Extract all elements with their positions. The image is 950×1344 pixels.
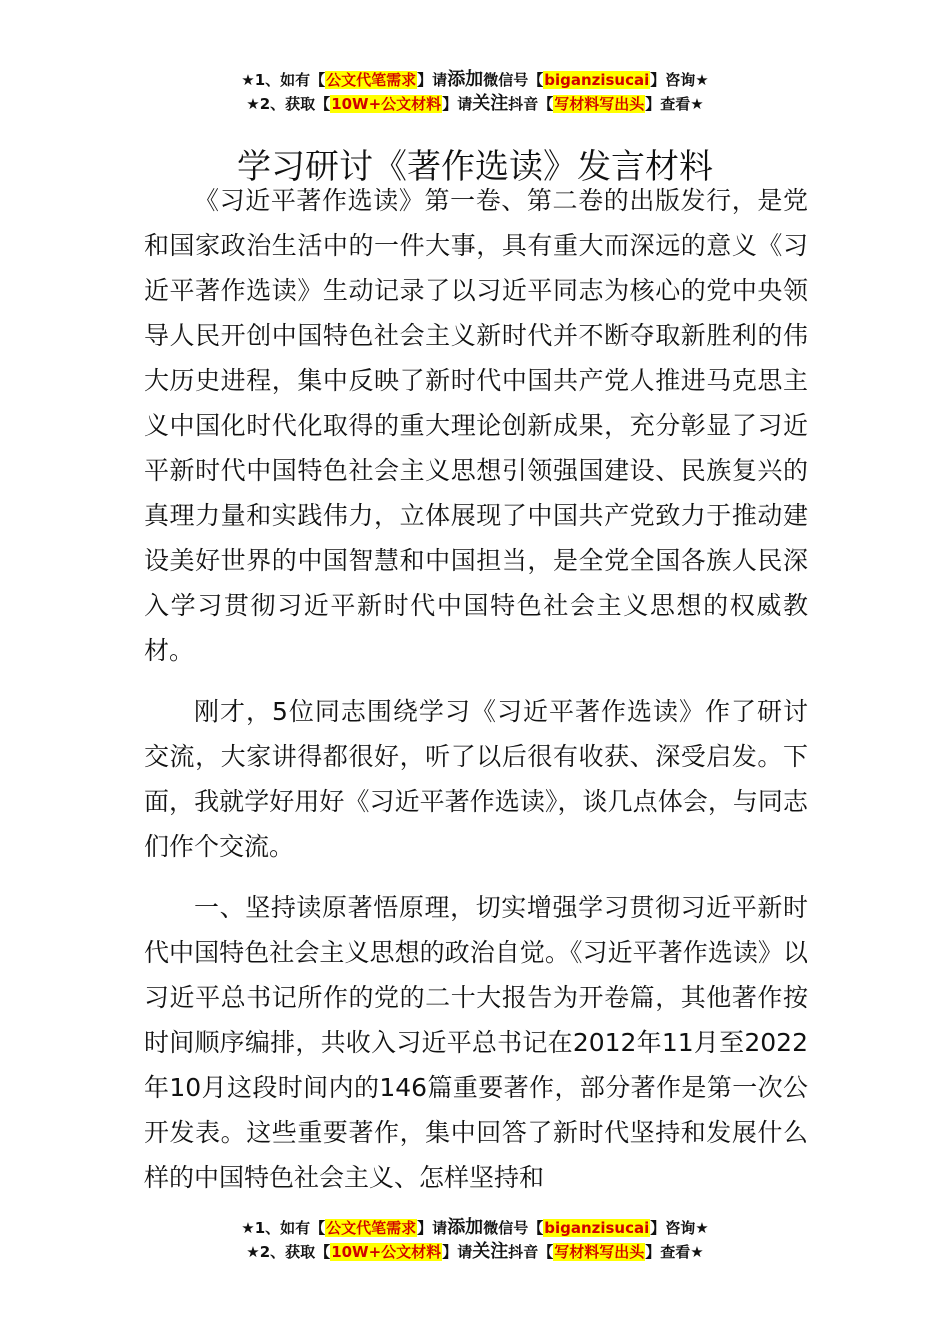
paragraph: 刚才，5位同志围绕学习《习近平著作选读》作了研讨交流，大家讲得都很好，听了以后很有收获、深受启发。下面，我就学好用好《习近平著作选读》，谈几点体会，与同志们作个交流。 xyxy=(144,697,808,861)
highlight-douyin-account: 写材料写出头 xyxy=(554,95,645,113)
banner-text: 】请 xyxy=(442,95,473,113)
banner-line-2 xyxy=(0,1240,950,1264)
banner-text: ★2、获取【 xyxy=(246,1243,331,1261)
banner-line-2 xyxy=(0,92,950,116)
banner-text: ★2、获取【 xyxy=(246,95,331,113)
banner-line-1 xyxy=(0,68,950,92)
paragraph: 《习近平著作选读》第一卷、第二卷的出版发行，是党和国家政治生活中的一件大事，具有重大而深远的意义《习近平著作选读》生动记录了以习近平同志为核心的党中央领导人民开创中国特色社会主义新时代并不断夺取新胜利的伟大历史进程，集中反映了新时代中国共产党人推进马克思主义中国化时代化取得的重大理论创新成果，充分彰显了习近平新时代中国特色社会主义思想引领强国建设、民族复兴的真理力量和实践伟力，立体展现了中国共产党致力于推动建设美好世界的中国智慧和中国担当，是全党全国各族人民深入学习贯彻习近平新时代中国特色社会主义思想的权威教材。 xyxy=(144,186,808,665)
highlight-douyin-account: 写材料写出头 xyxy=(554,1243,645,1261)
banner-text: 抖音【 xyxy=(508,1243,554,1261)
banner-text: 】请 xyxy=(442,1243,473,1261)
banner-text: 】咨询★ xyxy=(650,71,709,89)
banner-text: 微信号【 xyxy=(483,71,544,89)
highlight-writing-service: 公文代笔需求 xyxy=(326,71,417,89)
banner-text: ★1、如有【 xyxy=(241,71,326,89)
banner-text: 】咨询★ xyxy=(650,1219,709,1237)
banner-text-emphasis: 添加 xyxy=(447,1217,484,1238)
banner-text: 】请 xyxy=(417,71,448,89)
highlight-materials: 10W+公文材料 xyxy=(331,1243,442,1261)
document-body xyxy=(144,178,808,1200)
banner-text: 】查看★ xyxy=(645,95,704,113)
banner-text: 抖音【 xyxy=(508,95,554,113)
banner-text: 】查看★ xyxy=(645,1243,704,1261)
banner-text: 微信号【 xyxy=(483,1219,544,1237)
document-title: 学习研讨《著作选读》发言材料 xyxy=(237,146,713,187)
banner-text-emphasis: 关注 xyxy=(472,1241,509,1262)
banner-line-1 xyxy=(0,1216,950,1240)
highlight-wechat-id: biganzisucai xyxy=(544,1219,650,1237)
banner-text-emphasis: 关注 xyxy=(472,93,509,114)
banner-text-emphasis: 添加 xyxy=(447,69,484,90)
highlight-wechat-id: biganzisucai xyxy=(544,71,650,89)
paragraph: 一、坚持读原著悟原理，切实增强学习贯彻习近平新时代中国特色社会主义思想的政治自觉。《习近平著作选读》以习近平总书记所作的党的二十大报告为开卷篇，其他著作按时间顺序编排，共收入习近平总书记在2012年11月至2022年10月这段时间内的146篇重要著作，部分著作是第一次公开发表。这些重要著作，集中回答了新时代坚持和发展什么样的中国特色社会主义、怎样坚持和 xyxy=(144,893,808,1192)
banner-text: 】请 xyxy=(417,1219,448,1237)
highlight-materials: 10W+公文材料 xyxy=(331,95,442,113)
banner-text: ★1、如有【 xyxy=(241,1219,326,1237)
bottom-banner xyxy=(0,1216,950,1264)
highlight-writing-service: 公文代笔需求 xyxy=(326,1219,417,1237)
top-banner xyxy=(0,68,950,116)
